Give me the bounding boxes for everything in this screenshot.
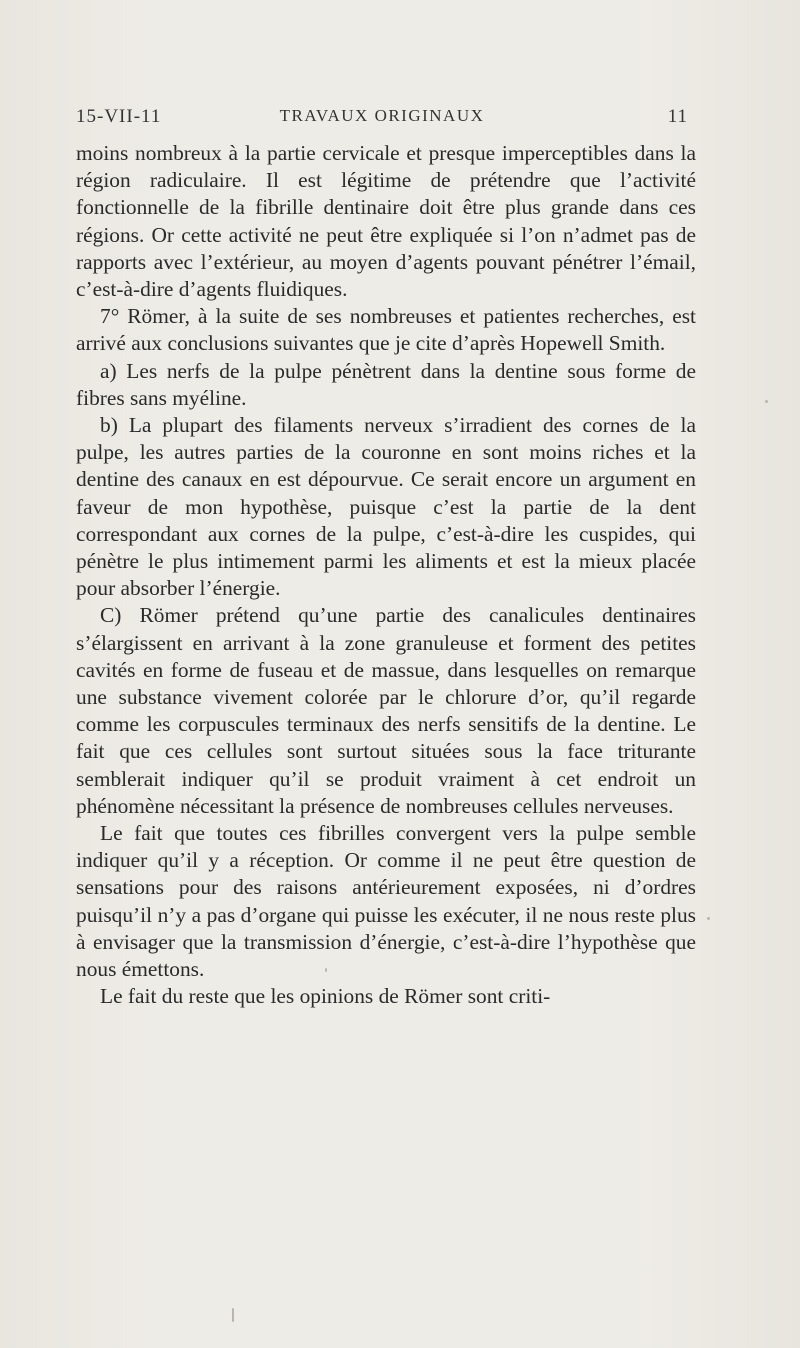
paper-speck [765, 400, 768, 403]
paragraph-final: Le fait du reste que les opinions de Römer sont criti- [100, 984, 551, 1009]
paragraph-point-a: a) Les nerfs de la pulpe pénètrent dans la dentine sous forme de fibres sans myéline. [76, 358, 696, 410]
body-text [76, 140, 696, 1011]
paragraph-continuation: moins nombreux à la partie cervicale et presque imperceptibles dans la région radiculaire. Il est légitime de prétendre que l’activité fonctionnelle de la fibrille dentinaire doit être plus grande dans ces régions. Or cette activité ne peut être expliquée si l’on n’admet pas de rapports avec l’extérieur, au moyen d’agents pouvant pénétrer l’émail, c’est-à-dire d’agents fluidiques. [76, 141, 696, 302]
paper-speck [232, 1308, 234, 1322]
header-date: 15-VII-11 [76, 106, 162, 127]
paragraph-point-c: C) Römer prétend qu’une partie des canalicules dentinaires s’élargissent en arrivant à la zone granuleuse et forment des petites cavités en forme de fuseau et de massue, dans lesquelles on remarque une substance vivement colorée par le chlorure d’or, qu’il regarde comme les corpuscules terminaux des nerfs sensitifs de la dentine. Le fait que ces cellules sont surtout situées sous la face triturante semblerait indiquer qu’il se produit vraiment à cet endroit un phénomène nécessitant la présence de nombreuses cellules nerveuses. [76, 603, 696, 818]
paragraph-romer-intro: 7° Römer, à la suite de ses nombreuses et patientes recherches, est arrivé aux conclusions suivantes que je cite d’après Hopewell Smith. [76, 304, 696, 356]
paper-speck [325, 968, 327, 972]
paper-speck [707, 917, 710, 920]
page-number: 11 [667, 106, 688, 127]
paragraph-point-b: b) La plupart des filaments nerveux s’irradient des cornes de la pulpe, les autres parties de la couronne en sont moins riches et la dentine des canaux en est dépourvue. Ce serait encore un argument en faveur de mon hypothèse, puisque c’est la partie de la dent correspondant aux cornes de la pulpe, c’est-à-dire les cuspides, qui pénètre le plus intimement parmi les aliments et est la mieux placée pour absorber l’énergie. [76, 413, 696, 601]
header-title: TRAVAUX ORIGINAUX [279, 106, 485, 125]
paragraph-conclusion: Le fait que toutes ces fibrilles convergent vers la pulpe semble indiquer qu’il y a réception. Or comme il ne peut être question de sensations pour des raisons antérieurement exposées, ni d’ordres puisqu’il n’y a pas d’organe qui puisse les exécuter, il ne nous reste plus à envisager que la transmission d’énergie, c’est-à-dire l’hypothèse que nous émettons. [76, 821, 696, 982]
running-header [76, 106, 688, 132]
